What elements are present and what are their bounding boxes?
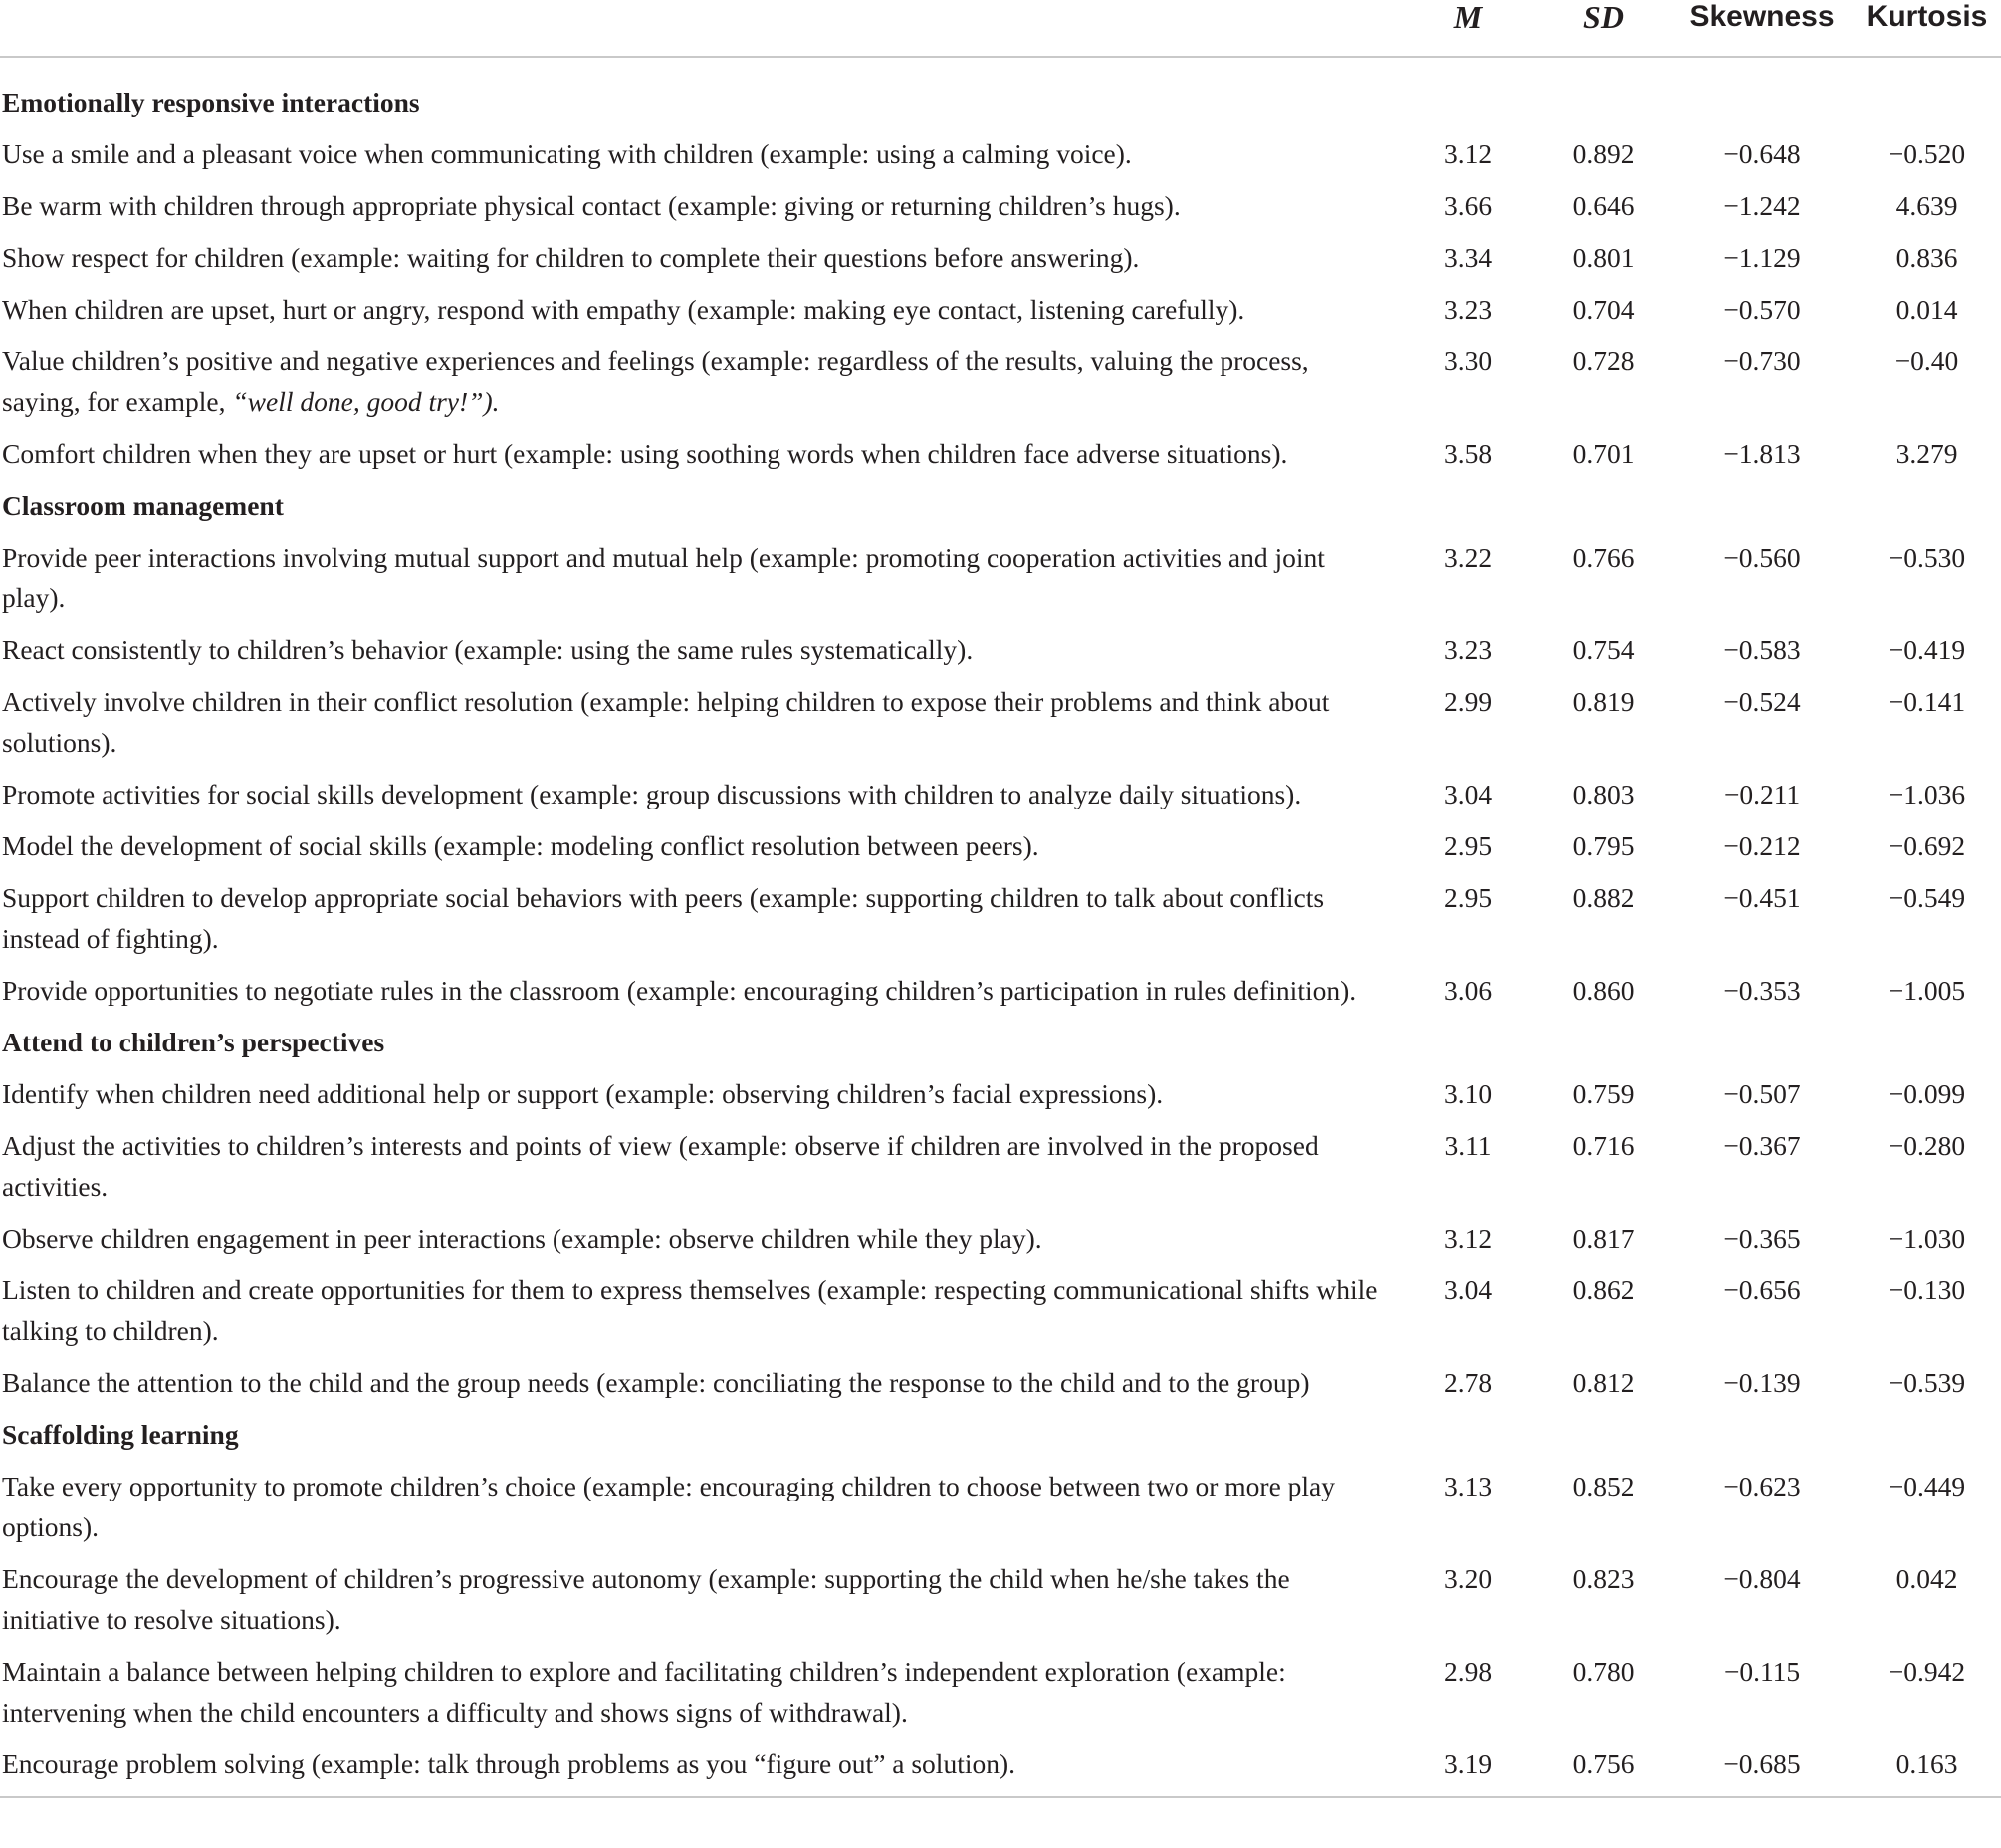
item-text bbox=[0, 185, 1402, 237]
table-row bbox=[0, 1218, 2001, 1270]
skewness-value: −0.560 bbox=[1723, 542, 1801, 573]
table-row bbox=[0, 237, 2001, 289]
sd-value: 0.766 bbox=[1572, 542, 1635, 573]
skewness-value: −0.656 bbox=[1723, 1274, 1801, 1305]
section-header-row bbox=[0, 1414, 2001, 1466]
mean-value: 3.58 bbox=[1444, 438, 1493, 469]
table-row bbox=[0, 1125, 2001, 1218]
table-row bbox=[0, 774, 2001, 825]
item-description: Model the development of social skills (example: modeling conflict resolution between peers). bbox=[2, 830, 1039, 861]
kurtosis-value: −1.036 bbox=[1888, 779, 1966, 809]
item-description: Support children to develop appropriate social behaviors with peers (example: supporting children to talk about conflicts instead of fighting). bbox=[2, 882, 1325, 954]
mean-value: 3.11 bbox=[1445, 1130, 1492, 1161]
sd-value: 0.812 bbox=[1572, 1367, 1635, 1398]
table-row bbox=[0, 289, 2001, 341]
mean-value: 3.10 bbox=[1444, 1078, 1493, 1109]
section-title: Classroom management bbox=[2, 490, 284, 521]
item-text bbox=[0, 133, 1402, 185]
item-text bbox=[0, 629, 1402, 681]
skewness-value: −1.242 bbox=[1723, 190, 1801, 221]
sd-value: 0.801 bbox=[1572, 242, 1635, 273]
header-item bbox=[0, 0, 1402, 57]
item-text bbox=[0, 1270, 1402, 1362]
skewness-value: −0.623 bbox=[1723, 1471, 1801, 1502]
mean-value: 3.20 bbox=[1444, 1563, 1493, 1594]
item-text bbox=[0, 433, 1402, 485]
table-row bbox=[0, 825, 2001, 877]
table-row bbox=[0, 537, 2001, 629]
section-header-row bbox=[0, 1022, 2001, 1073]
kurtosis-value: −0.942 bbox=[1888, 1656, 1966, 1687]
header-kurtosis: Kurtosis bbox=[1853, 0, 2001, 57]
item-description: Observe children engagement in peer interactions (example: observe children while they play). bbox=[2, 1223, 1042, 1254]
table-row bbox=[0, 1743, 2001, 1797]
item-text bbox=[0, 970, 1402, 1022]
item-description: Be warm with children through appropriate physical contact (example: giving or returning children’s hugs). bbox=[2, 190, 1181, 221]
sd-value: 0.803 bbox=[1572, 779, 1635, 809]
mean-value: 3.23 bbox=[1444, 294, 1493, 325]
sd-value: 0.646 bbox=[1572, 190, 1635, 221]
table-row bbox=[0, 629, 2001, 681]
kurtosis-value: 0.042 bbox=[1895, 1563, 1958, 1594]
kurtosis-value: −0.530 bbox=[1888, 542, 1966, 573]
table-row bbox=[0, 1558, 2001, 1651]
header-sd: SD bbox=[1535, 0, 1671, 57]
skewness-value: −0.524 bbox=[1723, 686, 1801, 717]
skewness-value: −0.685 bbox=[1671, 1743, 1853, 1797]
skewness-value: −0.211 bbox=[1723, 779, 1801, 809]
sd-value: 0.817 bbox=[1572, 1223, 1635, 1254]
kurtosis-value: −0.539 bbox=[1888, 1367, 1966, 1398]
item-text bbox=[0, 877, 1402, 970]
skewness-value: −0.804 bbox=[1723, 1563, 1801, 1594]
sd-value: 0.704 bbox=[1572, 294, 1635, 325]
table-row bbox=[0, 1651, 2001, 1743]
item-description: Maintain a balance between helping children to explore and facilitating children’s independent exploration (example: intervening when the child encounters a difficulty and shows signs of withdrawal). bbox=[2, 1656, 1286, 1728]
skewness-value: −0.139 bbox=[1723, 1367, 1801, 1398]
sd-value: 0.882 bbox=[1572, 882, 1635, 913]
table-row bbox=[0, 970, 2001, 1022]
mean-value: 3.04 bbox=[1444, 779, 1493, 809]
skewness-value: −0.365 bbox=[1723, 1223, 1801, 1254]
table-row bbox=[0, 433, 2001, 485]
item-description: Adjust the activities to children’s interests and points of view (example: observe if children are involved in the proposed activities. bbox=[2, 1130, 1319, 1202]
kurtosis-value: 3.279 bbox=[1895, 438, 1958, 469]
item-text bbox=[0, 289, 1402, 341]
item-description: Listen to children and create opportunities for them to express themselves (example: respecting communicational shifts while talking to children). bbox=[2, 1274, 1378, 1346]
mean-value: 3.30 bbox=[1444, 346, 1493, 376]
item-text bbox=[0, 1466, 1402, 1558]
table-body bbox=[0, 57, 2001, 1797]
table-header bbox=[0, 0, 2001, 57]
item-text bbox=[0, 825, 1402, 877]
sd-value: 0.892 bbox=[1572, 138, 1635, 169]
item-description: Encourage problem solving (example: talk through problems as you “figure out” a solution). bbox=[2, 1748, 1016, 1779]
table-row bbox=[0, 185, 2001, 237]
table-row bbox=[0, 877, 2001, 970]
mean-value: 3.22 bbox=[1444, 542, 1493, 573]
table-row bbox=[0, 1466, 2001, 1558]
section-header-row bbox=[0, 57, 2001, 133]
item-text bbox=[0, 1125, 1402, 1218]
kurtosis-value: 0.014 bbox=[1895, 294, 1958, 325]
item-description: Provide peer interactions involving mutual support and mutual help (example: promoting cooperation activities and joint play). bbox=[2, 542, 1325, 613]
section-title: Emotionally responsive interactions bbox=[2, 87, 420, 117]
mean-value: 3.12 bbox=[1444, 1223, 1493, 1254]
item-description: Take every opportunity to promote children’s choice (example: encouraging children to choose between two or more play options). bbox=[2, 1471, 1336, 1542]
kurtosis-value: −0.280 bbox=[1888, 1130, 1966, 1161]
mean-value: 2.78 bbox=[1444, 1367, 1493, 1398]
kurtosis-value: −0.449 bbox=[1888, 1471, 1966, 1502]
header-m: M bbox=[1402, 0, 1535, 57]
kurtosis-value: −0.141 bbox=[1888, 686, 1966, 717]
kurtosis-value: −0.419 bbox=[1888, 634, 1966, 665]
item-description: Comfort children when they are upset or hurt (example: using soothing words when children face adverse situations). bbox=[2, 438, 1288, 469]
kurtosis-value: −0.692 bbox=[1888, 830, 1966, 861]
sd-value: 0.819 bbox=[1572, 686, 1635, 717]
skewness-value: −0.451 bbox=[1723, 882, 1801, 913]
mean-value: 3.12 bbox=[1444, 138, 1493, 169]
item-description: Balance the attention to the child and the group needs (example: conciliating the response to the child and to the group) bbox=[2, 1367, 1310, 1398]
sd-value: 0.823 bbox=[1572, 1563, 1635, 1594]
table-row bbox=[0, 1362, 2001, 1414]
item-description: Use a smile and a pleasant voice when communicating with children (example: using a calming voice). bbox=[2, 138, 1132, 169]
item-description: Encourage the development of children’s progressive autonomy (example: supporting the child when he/she takes the initiative to resolve situations). bbox=[2, 1563, 1290, 1635]
item-text bbox=[0, 1073, 1402, 1125]
skewness-value: −0.583 bbox=[1723, 634, 1801, 665]
mean-value: 2.99 bbox=[1444, 686, 1493, 717]
sd-value: 0.780 bbox=[1572, 1656, 1635, 1687]
kurtosis-value: −0.099 bbox=[1888, 1078, 1966, 1109]
sd-value: 0.728 bbox=[1572, 346, 1635, 376]
item-description: Provide opportunities to negotiate rules in the classroom (example: encouraging children’s participation in rules definition). bbox=[2, 975, 1357, 1006]
sd-value: 0.756 bbox=[1535, 1743, 1671, 1797]
item-description: Identify when children need additional help or support (example: observing children’s facial expressions). bbox=[2, 1078, 1164, 1109]
item-description: React consistently to children’s behavior (example: using the same rules systematically). bbox=[2, 634, 974, 665]
sd-value: 0.795 bbox=[1572, 830, 1635, 861]
sd-value: 0.754 bbox=[1572, 634, 1635, 665]
skewness-value: −0.367 bbox=[1723, 1130, 1801, 1161]
skewness-value: −0.115 bbox=[1723, 1656, 1801, 1687]
kurtosis-value: −1.005 bbox=[1888, 975, 1966, 1006]
mean-value: 3.04 bbox=[1444, 1274, 1493, 1305]
skewness-value: −1.129 bbox=[1723, 242, 1801, 273]
skewness-value: −0.353 bbox=[1723, 975, 1801, 1006]
kurtosis-value: 0.836 bbox=[1895, 242, 1958, 273]
kurtosis-value: 0.163 bbox=[1853, 1743, 2001, 1797]
sd-value: 0.860 bbox=[1572, 975, 1635, 1006]
table-row bbox=[0, 341, 2001, 433]
kurtosis-value: −0.130 bbox=[1888, 1274, 1966, 1305]
mean-value: 3.06 bbox=[1444, 975, 1493, 1006]
sd-value: 0.759 bbox=[1572, 1078, 1635, 1109]
skewness-value: −0.212 bbox=[1723, 830, 1801, 861]
section-title: Scaffolding learning bbox=[2, 1419, 239, 1450]
mean-value: 2.98 bbox=[1444, 1656, 1493, 1687]
sd-value: 0.716 bbox=[1572, 1130, 1635, 1161]
skewness-value: −0.570 bbox=[1723, 294, 1801, 325]
item-description: Promote activities for social skills development (example: group discussions with children to analyze daily situations). bbox=[2, 779, 1302, 809]
item-description: Value children’s positive and negative experiences and feelings (example: regardless of the results, valuing the process, saying, for example, bbox=[2, 346, 1309, 417]
table-row bbox=[0, 1270, 2001, 1362]
kurtosis-value: 4.639 bbox=[1895, 190, 1958, 221]
item-text bbox=[0, 237, 1402, 289]
mean-value: 3.23 bbox=[1444, 634, 1493, 665]
item-text bbox=[0, 1558, 1402, 1651]
table-row bbox=[0, 1073, 2001, 1125]
item-text bbox=[0, 1362, 1402, 1414]
item-text bbox=[0, 1218, 1402, 1270]
skewness-value: −0.507 bbox=[1723, 1078, 1801, 1109]
table-row bbox=[0, 133, 2001, 185]
skewness-value: −1.813 bbox=[1723, 438, 1801, 469]
mean-value: 3.34 bbox=[1444, 242, 1493, 273]
kurtosis-value: −0.520 bbox=[1888, 138, 1966, 169]
item-text bbox=[0, 341, 1402, 433]
header-skewness: Skewness bbox=[1671, 0, 1853, 57]
skewness-value: −0.730 bbox=[1723, 346, 1801, 376]
item-quote: “well done, good try!”). bbox=[232, 386, 500, 417]
kurtosis-value: −0.549 bbox=[1888, 882, 1966, 913]
sd-value: 0.701 bbox=[1572, 438, 1635, 469]
kurtosis-value: −1.030 bbox=[1888, 1223, 1966, 1254]
item-description: When children are upset, hurt or angry, respond with empathy (example: making eye contact, listening carefully). bbox=[2, 294, 1245, 325]
item-text bbox=[0, 681, 1402, 774]
sd-value: 0.852 bbox=[1572, 1471, 1635, 1502]
section-header-row bbox=[0, 485, 2001, 537]
item-text bbox=[0, 537, 1402, 629]
mean-value: 3.13 bbox=[1444, 1471, 1493, 1502]
kurtosis-value: −0.40 bbox=[1894, 346, 1959, 376]
item-text bbox=[0, 774, 1402, 825]
skewness-value: −0.648 bbox=[1723, 138, 1801, 169]
mean-value: 3.19 bbox=[1402, 1743, 1535, 1797]
mean-value: 2.95 bbox=[1444, 830, 1493, 861]
section-title: Attend to children’s perspectives bbox=[2, 1027, 385, 1057]
item-description: Actively involve children in their conflict resolution (example: helping children to expose their problems and think about solutions). bbox=[2, 686, 1330, 758]
sd-value: 0.862 bbox=[1572, 1274, 1635, 1305]
table-row bbox=[0, 681, 2001, 774]
mean-value: 3.66 bbox=[1444, 190, 1493, 221]
item-text bbox=[0, 1743, 1402, 1797]
item-text bbox=[0, 1651, 1402, 1743]
item-description: Show respect for children (example: waiting for children to complete their questions before answering). bbox=[2, 242, 1140, 273]
mean-value: 2.95 bbox=[1444, 882, 1493, 913]
